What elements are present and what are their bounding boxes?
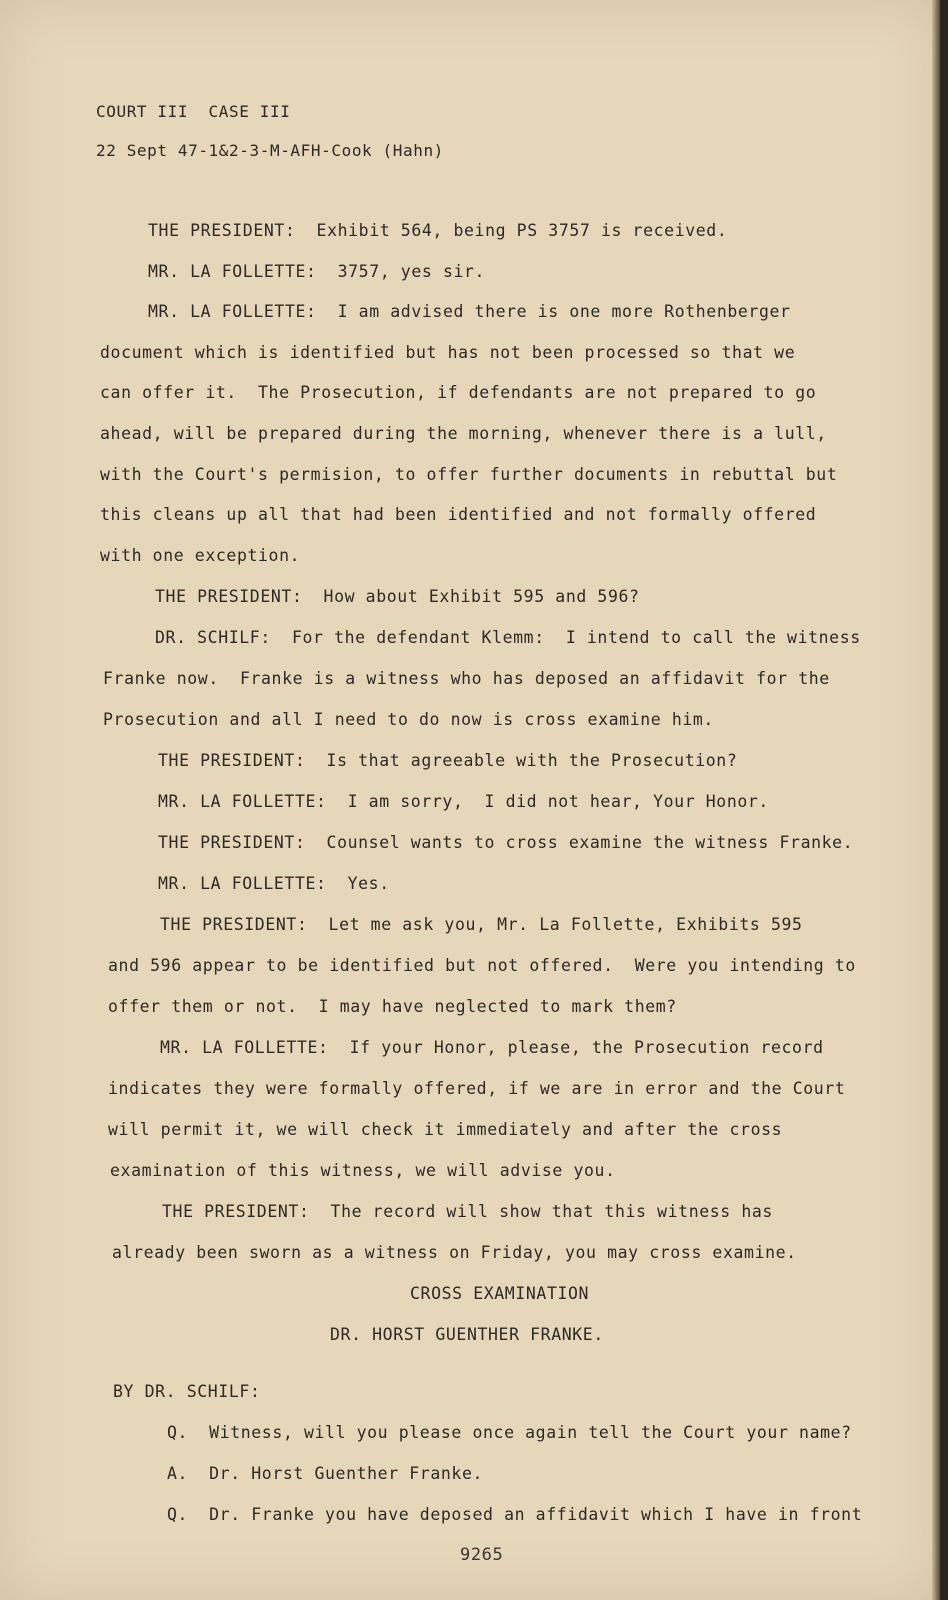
transcript-line: ahead, will be prepared during the morning, whenever there is a lull, xyxy=(100,424,827,443)
transcript-line: offer them or not. I may have neglected to mark them? xyxy=(108,997,677,1016)
transcript-line: with the Court's permision, to offer further documents in rebuttal but xyxy=(100,465,838,484)
transcript-line: with one exception. xyxy=(100,546,301,565)
transcript-line: THE PRESIDENT: The record will show that this witness has xyxy=(162,1202,773,1221)
header-court-case: COURT III CASE III xyxy=(96,102,291,121)
page-number: 9265 xyxy=(460,1545,504,1565)
transcript-line: Franke now. Franke is a witness who has deposed an affidavit for the xyxy=(103,669,830,688)
transcript-line: Prosecution and all I need to do now is cross examine him. xyxy=(103,710,714,729)
question-line: Q. Dr. Franke you have deposed an affidavit which I have in front xyxy=(167,1505,863,1524)
transcript-line: this cleans up all that had been identified and not formally offered xyxy=(100,505,817,524)
transcript-line: THE PRESIDENT: How about Exhibit 595 and 596? xyxy=(155,587,640,606)
question-line: Q. Witness, will you please once again tell the Court your name? xyxy=(167,1423,852,1442)
transcript-line: will permit it, we will check it immediately and after the cross xyxy=(108,1120,783,1139)
transcript-line: THE PRESIDENT: Let me ask you, Mr. La Follette, Exhibits 595 xyxy=(160,915,803,934)
transcript-line: MR. LA FOLLETTE: If your Honor, please, the Prosecution record xyxy=(160,1038,824,1057)
transcript-line: can offer it. The Prosecution, if defendants are not prepared to go xyxy=(100,383,817,402)
transcript-line: THE PRESIDENT: Exhibit 564, being PS 3757 is received. xyxy=(148,221,728,240)
transcript-line: MR. LA FOLLETTE: 3757, yes sir. xyxy=(148,262,486,281)
transcript-line: examination of this witness, we will advise you. xyxy=(110,1161,616,1180)
transcript-line: indicates they were formally offered, if we are in error and the Court xyxy=(108,1079,846,1098)
witness-name-heading: DR. HORST GUENTHER FRANKE. xyxy=(330,1325,604,1344)
transcript-line: already been sworn as a witness on Friday, you may cross examine. xyxy=(112,1243,797,1262)
page-edge xyxy=(932,0,940,1600)
examiner-line: BY DR. SCHILF: xyxy=(113,1382,261,1401)
transcript-line: THE PRESIDENT: Is that agreeable with the Prosecution? xyxy=(158,751,738,770)
section-heading-cross-examination: CROSS EXAMINATION xyxy=(410,1284,590,1303)
transcript-line: MR. LA FOLLETTE: I am sorry, I did not hear, Your Honor. xyxy=(158,792,769,811)
transcript-line: THE PRESIDENT: Counsel wants to cross examine the witness Franke. xyxy=(158,833,854,852)
transcript-line: document which is identified but has not been processed so that we xyxy=(100,343,796,362)
transcript-line: DR. SCHILF: For the defendant Klemm: I intend to call the witness xyxy=(155,628,861,647)
transcript-line: and 596 appear to be identified but not offered. Were you intending to xyxy=(108,956,856,975)
transcript-line: MR. LA FOLLETTE: Yes. xyxy=(158,874,390,893)
transcript-line: MR. LA FOLLETTE: I am advised there is one more Rothenberger xyxy=(148,302,791,321)
header-session-info: 22 Sept 47-1&2-3-M-AFH-Cook (Hahn) xyxy=(96,141,444,160)
answer-line: A. Dr. Horst Guenther Franke. xyxy=(167,1464,484,1483)
